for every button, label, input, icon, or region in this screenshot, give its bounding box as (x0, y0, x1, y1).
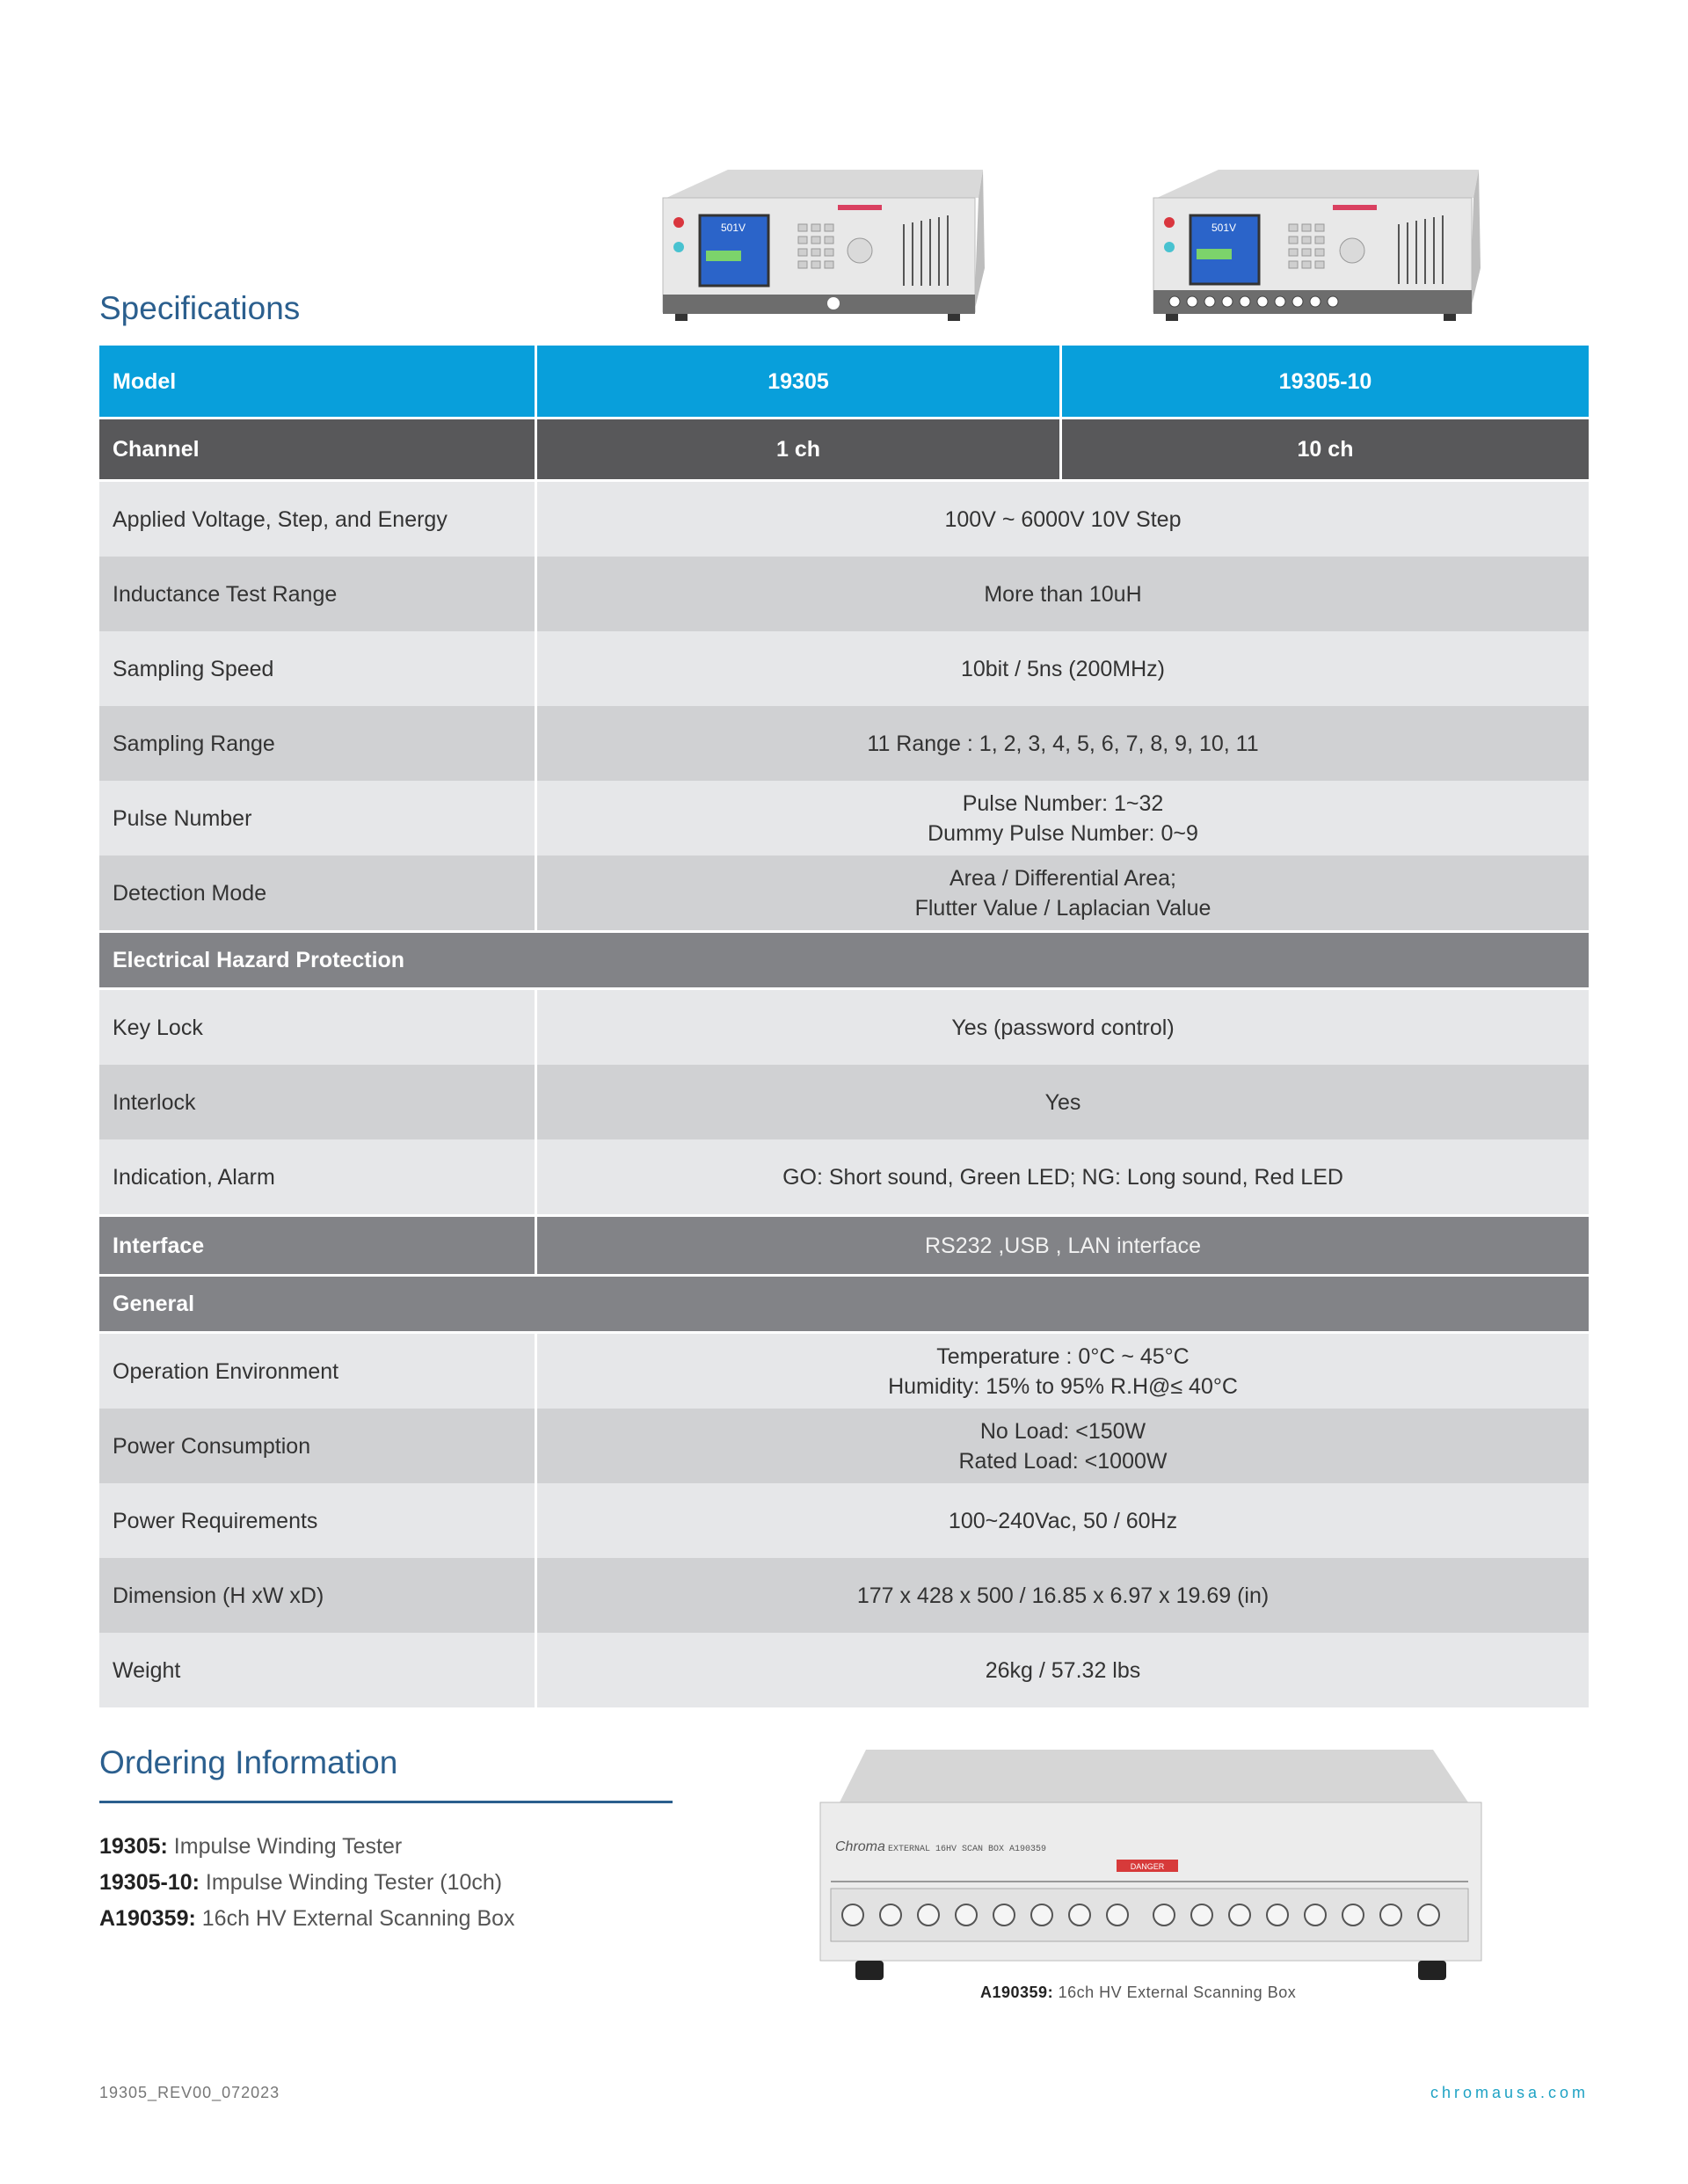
row-value: RS232 ,USB , LAN interface (924, 1233, 1202, 1258)
table-header-row (99, 346, 1589, 419)
website-link[interactable]: chromausa.com (1430, 2084, 1589, 2101)
row-value: 11 Range : 1, 2, 3, 4, 5, 6, 7, 8, 9, 10, 11 (867, 731, 1259, 756)
table-row (99, 1633, 1589, 1707)
channel-19305-10: 10 ch (1297, 437, 1354, 462)
channel-19305: 1 ch (537, 419, 1062, 479)
row-label: Power Requirements (99, 1483, 537, 1558)
channel-label: Channel (99, 419, 537, 479)
row-label: Dimension (H xW xD) (99, 1558, 537, 1633)
model-19305: 19305 (537, 346, 1062, 417)
table-row (99, 1334, 1589, 1409)
row-value: 26kg / 57.32 lbs (985, 1657, 1141, 1683)
model-19305-10: 19305-10 (1278, 368, 1372, 394)
row-value: Area / Differential Area; Flutter Value / Laplacian Value (914, 865, 1211, 921)
row-label: Interlock (99, 1065, 537, 1139)
row-label: Pulse Number (99, 781, 537, 855)
table-row (99, 1483, 1589, 1558)
section-heading: General (113, 1292, 195, 1316)
row-label: Weight (99, 1633, 537, 1707)
device-display-text: 501V (720, 222, 746, 234)
interface-row (99, 1214, 1589, 1274)
row-label: Interface (99, 1217, 537, 1274)
section-heading: Electrical Hazard Protection (113, 948, 405, 972)
row-value: More than 10uH (984, 581, 1142, 607)
row-value: GO: Short sound, Green LED; NG: Long sound, Red LED (782, 1164, 1343, 1190)
row-value: Pulse Number: 1~32 Dummy Pulse Number: 0~9 (928, 790, 1198, 846)
section-general-row (99, 1274, 1589, 1334)
table-row (99, 781, 1589, 855)
scanbox-brand: Chroma (835, 1839, 885, 1854)
list-item: 19305-10: Impulse Winding Tester (10ch) (99, 1870, 503, 1895)
row-value: 10bit / 5ns (200MHz) (960, 656, 1166, 681)
list-item: A190359: 16ch HV External Scanning Box (99, 1906, 515, 1931)
heading-underline (99, 1801, 673, 1803)
row-label: Indication, Alarm (99, 1139, 537, 1214)
table-row (99, 1139, 1589, 1214)
row-label: Key Lock (99, 990, 537, 1065)
row-value: 177 x 428 x 500 / 16.85 x 6.97 x 19.69 (in) (856, 1583, 1270, 1608)
row-label: Power Consumption (99, 1409, 537, 1483)
row-value: Yes (1044, 1089, 1081, 1115)
row-value: 100V ~ 6000V 10V Step (944, 506, 1182, 532)
scanbox-caption: A190359: 16ch HV External Scanning Box (980, 1984, 1297, 2001)
ordering-list (99, 1829, 515, 1937)
product-image-a190359 (813, 1750, 1486, 1983)
specifications-table (99, 346, 1589, 1707)
table-row (99, 1065, 1589, 1139)
model-label: Model (99, 346, 537, 417)
table-row (99, 855, 1589, 930)
table-row (99, 1409, 1589, 1483)
row-value: No Load: <150W Rated Load: <1000W (958, 1418, 1168, 1474)
channel-row (99, 419, 1589, 482)
specifications-heading: Specifications (99, 290, 301, 326)
product-image-19305-10 (1148, 163, 1488, 331)
row-label: Detection Mode (99, 855, 537, 930)
scanbox-warning: DANGER (1130, 1862, 1165, 1871)
row-label: Applied Voltage, Step, and Energy (99, 482, 537, 557)
device-display-text: 501V (1211, 222, 1237, 234)
table-row (99, 990, 1589, 1065)
row-label: Inductance Test Range (99, 557, 537, 631)
table-row (99, 482, 1589, 557)
scanbox-title: EXTERNAL 16HV SCAN BOX A190359 (888, 1845, 1047, 1854)
table-row (99, 1558, 1589, 1633)
table-row (99, 706, 1589, 781)
document-id: 19305_REV00_072023 (99, 2084, 280, 2101)
table-row (99, 631, 1589, 706)
list-item: 19305: Impulse Winding Tester (99, 1834, 403, 1859)
row-value: 100~240Vac, 50 / 60Hz (948, 1508, 1178, 1533)
product-image-19305 (658, 163, 990, 331)
row-label: Sampling Speed (99, 631, 537, 706)
table-row (99, 557, 1589, 631)
row-value: Yes (password control) (951, 1015, 1175, 1040)
row-label: Operation Environment (99, 1334, 537, 1409)
row-value: Temperature : 0°C ~ 45°C Humidity: 15% to 95% R.H@≤ 40°C (888, 1343, 1238, 1399)
row-label: Sampling Range (99, 706, 537, 781)
section-hazard-row (99, 930, 1589, 990)
ordering-heading: Ordering Information (99, 1744, 398, 1780)
